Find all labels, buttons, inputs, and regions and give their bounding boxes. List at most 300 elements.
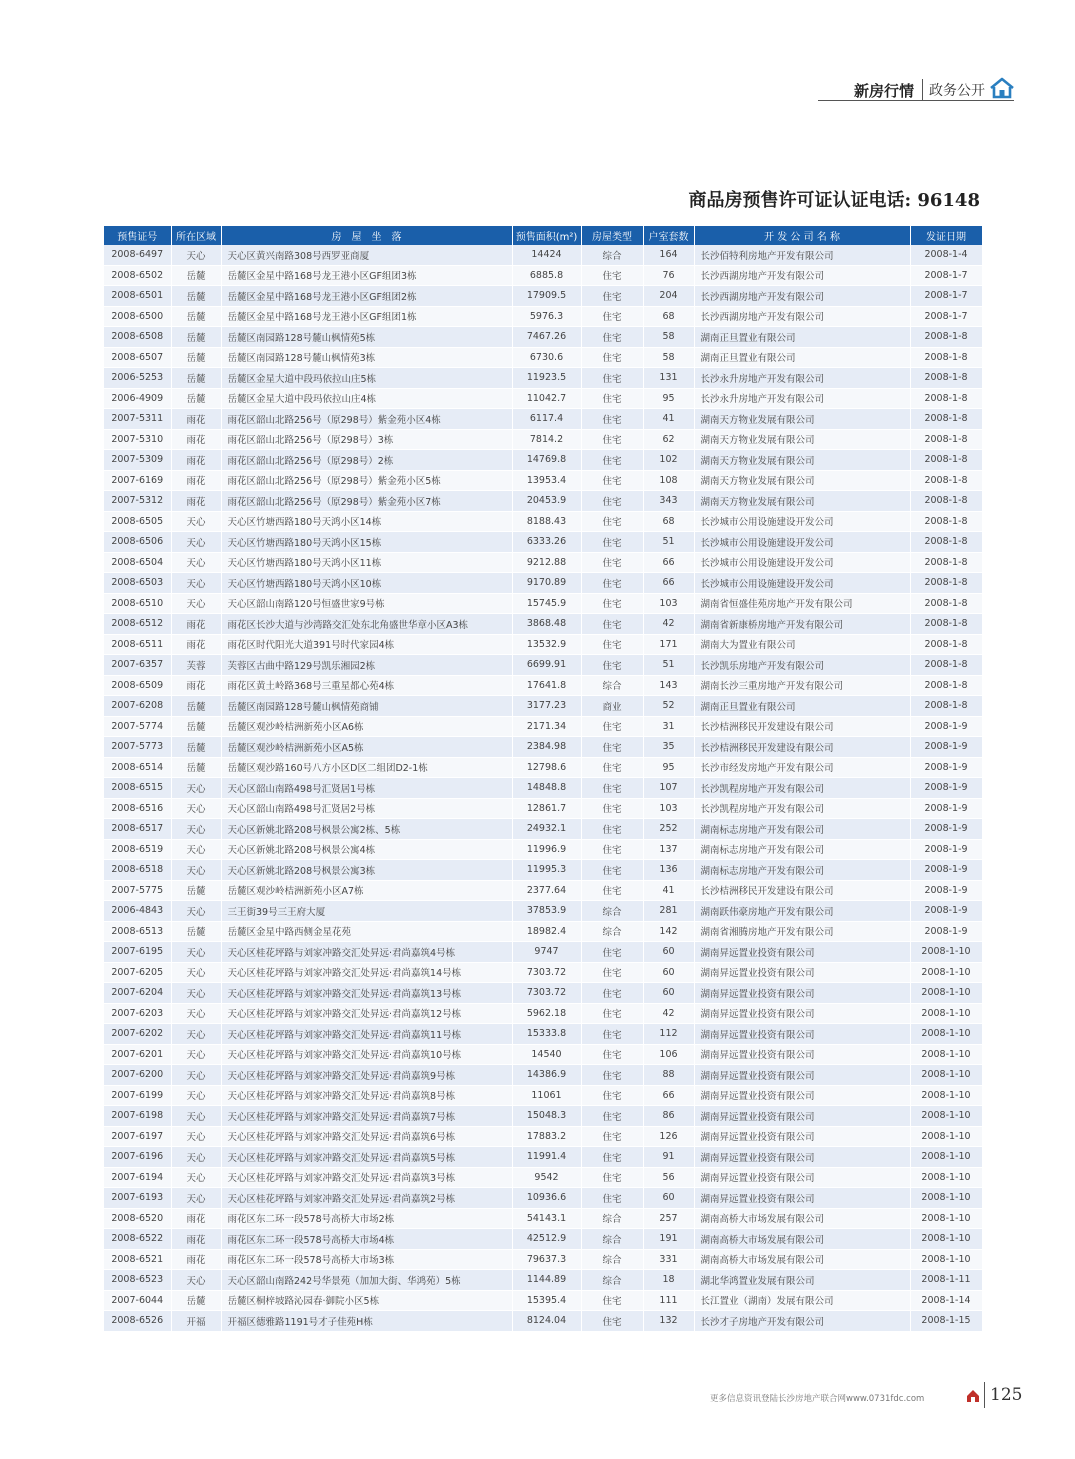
table-row xyxy=(104,1106,982,1127)
table-row xyxy=(104,962,982,983)
cell-permit-number: 2008-6515 xyxy=(104,778,171,799)
cell-developer: 湖南昇远置业投资有限公司 xyxy=(694,1003,910,1024)
cell-address: 天心区韶山南路498号汇贤居2号栋 xyxy=(221,798,512,819)
footer-website-text: 更多信息资讯登陆长沙房地产联合网www.0731fdc.com xyxy=(710,1394,925,1404)
cell-type: 住宅 xyxy=(581,1147,643,1168)
cell-units: 60 xyxy=(643,962,694,983)
cell-area: 6699.91 xyxy=(512,655,581,676)
cell-area: 14386.9 xyxy=(512,1065,581,1086)
cell-units: 66 xyxy=(643,1085,694,1106)
cell-district: 岳麓 xyxy=(171,1290,221,1311)
house-logo-icon xyxy=(966,1388,980,1402)
table-row xyxy=(104,634,982,655)
cell-type: 住宅 xyxy=(581,593,643,614)
cell-area: 5962.18 xyxy=(512,1003,581,1024)
cell-type: 住宅 xyxy=(581,737,643,758)
cell-developer: 长沙凯程房地产开发有限公司 xyxy=(694,778,910,799)
cell-developer: 长沙城市公用设施建设开发公司 xyxy=(694,532,910,553)
cell-units: 52 xyxy=(643,696,694,717)
cell-units: 18 xyxy=(643,1270,694,1291)
cell-issue-date: 2008-1-8 xyxy=(910,409,982,430)
cell-type: 住宅 xyxy=(581,573,643,594)
table-row xyxy=(104,347,982,368)
cell-permit-number: 2007-6195 xyxy=(104,942,171,963)
cell-issue-date: 2008-1-8 xyxy=(910,511,982,532)
table-row xyxy=(104,1126,982,1147)
cell-district: 岳麓 xyxy=(171,880,221,901)
cell-issue-date: 2008-1-10 xyxy=(910,1229,982,1250)
table-row xyxy=(104,409,982,430)
cell-developer: 湖南正旦置业有限公司 xyxy=(694,696,910,717)
cell-issue-date: 2008-1-8 xyxy=(910,675,982,696)
cell-type: 住宅 xyxy=(581,942,643,963)
cell-address: 天心区竹塘西路180号天鸿小区11栋 xyxy=(221,552,512,573)
cell-type: 住宅 xyxy=(581,286,643,307)
cell-permit-number: 2008-6522 xyxy=(104,1229,171,1250)
cell-developer: 长沙桔洲移民开发建设有限公司 xyxy=(694,737,910,758)
cell-issue-date: 2008-1-9 xyxy=(910,839,982,860)
cell-issue-date: 2008-1-4 xyxy=(910,245,982,265)
table-row xyxy=(104,880,982,901)
cell-issue-date: 2008-1-10 xyxy=(910,1003,982,1024)
cell-permit-number: 2008-6503 xyxy=(104,573,171,594)
cell-units: 66 xyxy=(643,573,694,594)
cell-area: 7467.26 xyxy=(512,327,581,348)
cell-address: 雨花区韶山北路256号（原298号）紫金苑小区7栋 xyxy=(221,491,512,512)
header-divider xyxy=(922,79,923,101)
cell-developer: 长沙西湖房地产开发有限公司 xyxy=(694,306,910,327)
cell-district: 天心 xyxy=(171,942,221,963)
cell-permit-number: 2007-6044 xyxy=(104,1290,171,1311)
cell-district: 天心 xyxy=(171,511,221,532)
cell-district: 雨花 xyxy=(171,1249,221,1270)
cell-address: 岳麓区观沙岭桔洲新苑小区A5栋 xyxy=(221,737,512,758)
cell-area: 24932.1 xyxy=(512,819,581,840)
cell-developer: 湖南省恒盛佳苑房地产开发有限公司 xyxy=(694,593,910,614)
cell-type: 综合 xyxy=(581,1270,643,1291)
cell-address: 雨花区东二环一段578号高桥大市场3栋 xyxy=(221,1249,512,1270)
cell-developer: 长沙西湖房地产开发有限公司 xyxy=(694,265,910,286)
cell-area: 3868.48 xyxy=(512,614,581,635)
cell-issue-date: 2008-1-8 xyxy=(910,634,982,655)
table-row xyxy=(104,983,982,1004)
cell-permit-number: 2007-6202 xyxy=(104,1024,171,1045)
cell-area: 54143.1 xyxy=(512,1208,581,1229)
cell-area: 9747 xyxy=(512,942,581,963)
cell-units: 60 xyxy=(643,1188,694,1209)
cell-issue-date: 2008-1-11 xyxy=(910,1270,982,1291)
cell-permit-number: 2008-6507 xyxy=(104,347,171,368)
cell-type: 综合 xyxy=(581,921,643,942)
table-row xyxy=(104,552,982,573)
table-row xyxy=(104,696,982,717)
table-row xyxy=(104,388,982,409)
cell-type: 住宅 xyxy=(581,368,643,389)
cell-address: 岳麓区金星大道中段玛依拉山庄4栋 xyxy=(221,388,512,409)
cell-type: 住宅 xyxy=(581,532,643,553)
cell-area: 15333.8 xyxy=(512,1024,581,1045)
table-row xyxy=(104,1208,982,1229)
page-title: 商品房预售许可证认证电话: 96148 xyxy=(688,190,980,211)
cell-permit-number: 2008-6526 xyxy=(104,1311,171,1332)
cell-developer: 长沙城市公用设施建设开发公司 xyxy=(694,573,910,594)
table-row xyxy=(104,265,982,286)
cell-district: 天心 xyxy=(171,962,221,983)
table-row xyxy=(104,778,982,799)
cell-type: 住宅 xyxy=(581,429,643,450)
cell-issue-date: 2008-1-10 xyxy=(910,1126,982,1147)
cell-district: 天心 xyxy=(171,901,221,922)
cell-developer: 长沙西湖房地产开发有限公司 xyxy=(694,286,910,307)
cell-permit-number: 2007-6196 xyxy=(104,1147,171,1168)
table-row xyxy=(104,491,982,512)
cell-district: 雨花 xyxy=(171,614,221,635)
cell-units: 164 xyxy=(643,245,694,265)
cell-district: 天心 xyxy=(171,1044,221,1065)
cell-type: 住宅 xyxy=(581,860,643,881)
cell-type: 商业 xyxy=(581,696,643,717)
cell-developer: 湖南天方物业发展有限公司 xyxy=(694,470,910,491)
cell-address: 天心区韶山南路498号汇贤居1号栋 xyxy=(221,778,512,799)
cell-address: 天心区桂花坪路与刘家冲路交汇处昇远·君尚嘉筑9号栋 xyxy=(221,1065,512,1086)
table-row xyxy=(104,757,982,778)
cell-developer: 长沙城市公用设施建设开发公司 xyxy=(694,511,910,532)
cell-issue-date: 2008-1-10 xyxy=(910,1044,982,1065)
cell-units: 42 xyxy=(643,614,694,635)
cell-address: 天心区桂花坪路与刘家冲路交汇处昇远·君尚嘉筑8号栋 xyxy=(221,1085,512,1106)
cell-units: 41 xyxy=(643,880,694,901)
table-row xyxy=(104,716,982,737)
cell-developer: 湖南天方物业发展有限公司 xyxy=(694,491,910,512)
cell-permit-number: 2008-6520 xyxy=(104,1208,171,1229)
cell-district: 岳麓 xyxy=(171,347,221,368)
cell-type: 住宅 xyxy=(581,798,643,819)
cell-area: 9212.88 xyxy=(512,552,581,573)
header-underline xyxy=(818,100,1014,101)
cell-issue-date: 2008-1-9 xyxy=(910,716,982,737)
cell-area: 5976.3 xyxy=(512,306,581,327)
table-row xyxy=(104,1249,982,1270)
cell-permit-number: 2007-5774 xyxy=(104,716,171,737)
cell-area: 6730.6 xyxy=(512,347,581,368)
cell-issue-date: 2008-1-9 xyxy=(910,798,982,819)
cell-district: 天心 xyxy=(171,798,221,819)
cell-developer: 湖南昇远置业投资有限公司 xyxy=(694,1147,910,1168)
cell-permit-number: 2007-6201 xyxy=(104,1044,171,1065)
cell-developer: 湖南标志房地产开发有限公司 xyxy=(694,860,910,881)
cell-address: 岳麓区观沙路160号八方小区D区二组团D2-1栋 xyxy=(221,757,512,778)
cell-units: 132 xyxy=(643,1311,694,1332)
cell-units: 108 xyxy=(643,470,694,491)
cell-district: 雨花 xyxy=(171,675,221,696)
cell-address: 岳麓区金星中路168号龙王港小区GF组团1栋 xyxy=(221,306,512,327)
cell-developer: 湖南昇远置业投资有限公司 xyxy=(694,983,910,1004)
cell-district: 雨花 xyxy=(171,634,221,655)
cell-permit-number: 2006-5253 xyxy=(104,368,171,389)
cell-developer: 湖南高桥大市场发展有限公司 xyxy=(694,1208,910,1229)
cell-issue-date: 2008-1-9 xyxy=(910,860,982,881)
cell-units: 103 xyxy=(643,798,694,819)
cell-issue-date: 2008-1-10 xyxy=(910,1208,982,1229)
cell-permit-number: 2007-5309 xyxy=(104,450,171,471)
cell-developer: 长沙永升房地产开发有限公司 xyxy=(694,368,910,389)
table-row xyxy=(104,286,982,307)
cell-address: 天心区桂花坪路与刘家冲路交汇处昇远·君尚嘉筑13号栋 xyxy=(221,983,512,1004)
cell-developer: 湖南天方物业发展有限公司 xyxy=(694,450,910,471)
cell-type: 住宅 xyxy=(581,716,643,737)
table-row xyxy=(104,1290,982,1311)
cell-developer: 长沙桔洲移民开发建设有限公司 xyxy=(694,880,910,901)
cell-address: 雨花区韶山北路256号（原298号）3栋 xyxy=(221,429,512,450)
cell-developer: 湖南昇远置业投资有限公司 xyxy=(694,1085,910,1106)
cell-district: 岳麓 xyxy=(171,265,221,286)
cell-permit-number: 2006-4909 xyxy=(104,388,171,409)
cell-issue-date: 2008-1-8 xyxy=(910,388,982,409)
cell-units: 281 xyxy=(643,901,694,922)
cell-address: 天心区桂花坪路与刘家冲路交汇处昇远·君尚嘉筑7号栋 xyxy=(221,1106,512,1127)
cell-area: 18982.4 xyxy=(512,921,581,942)
cell-permit-number: 2008-6510 xyxy=(104,593,171,614)
cell-units: 331 xyxy=(643,1249,694,1270)
cell-type: 住宅 xyxy=(581,552,643,573)
cell-developer: 湖南天方物业发展有限公司 xyxy=(694,409,910,430)
cell-units: 136 xyxy=(643,860,694,881)
cell-district: 天心 xyxy=(171,1270,221,1291)
cell-developer: 湖南昇远置业投资有限公司 xyxy=(694,1106,910,1127)
cell-permit-number: 2007-5773 xyxy=(104,737,171,758)
table-body xyxy=(104,245,982,1331)
table-row xyxy=(104,429,982,450)
cell-address: 芙蓉区古曲中路129号凯乐湘园2栋 xyxy=(221,655,512,676)
cell-district: 岳麓 xyxy=(171,368,221,389)
cell-type: 住宅 xyxy=(581,327,643,348)
cell-district: 岳麓 xyxy=(171,327,221,348)
cell-units: 88 xyxy=(643,1065,694,1086)
cell-district: 天心 xyxy=(171,552,221,573)
cell-units: 66 xyxy=(643,552,694,573)
cell-developer: 长沙佰特利房地产开发有限公司 xyxy=(694,245,910,265)
cell-address: 天心区桂花坪路与刘家冲路交汇处昇远·君尚嘉筑14号栋 xyxy=(221,962,512,983)
page-number: 125 xyxy=(990,1385,1023,1405)
cell-issue-date: 2008-1-15 xyxy=(910,1311,982,1332)
cell-permit-number: 2008-6501 xyxy=(104,286,171,307)
cell-permit-number: 2007-6169 xyxy=(104,470,171,491)
table-row xyxy=(104,1270,982,1291)
table-row xyxy=(104,327,982,348)
cell-developer: 湖南正旦置业有限公司 xyxy=(694,327,910,348)
cell-units: 106 xyxy=(643,1044,694,1065)
cell-issue-date: 2008-1-10 xyxy=(910,942,982,963)
cell-area: 7303.72 xyxy=(512,962,581,983)
cell-issue-date: 2008-1-10 xyxy=(910,962,982,983)
col-type: 房屋类型 xyxy=(581,226,643,245)
cell-district: 天心 xyxy=(171,1106,221,1127)
cell-district: 天心 xyxy=(171,1167,221,1188)
cell-issue-date: 2008-1-9 xyxy=(910,819,982,840)
cell-units: 171 xyxy=(643,634,694,655)
table-row xyxy=(104,860,982,881)
cell-developer: 湖南标志房地产开发有限公司 xyxy=(694,819,910,840)
cell-developer: 湖南省湘腾房地产开发有限公司 xyxy=(694,921,910,942)
cell-district: 岳麓 xyxy=(171,388,221,409)
cell-issue-date: 2008-1-14 xyxy=(910,1290,982,1311)
cell-area: 7814.2 xyxy=(512,429,581,450)
cell-developer: 长沙凯程房地产开发有限公司 xyxy=(694,798,910,819)
cell-address: 雨花区韶山北路256号（原298号）2栋 xyxy=(221,450,512,471)
cell-area: 10936.6 xyxy=(512,1188,581,1209)
cell-area: 15395.4 xyxy=(512,1290,581,1311)
cell-units: 95 xyxy=(643,388,694,409)
cell-permit-number: 2008-6497 xyxy=(104,245,171,265)
cell-address: 天心区竹塘西路180号天鸿小区15栋 xyxy=(221,532,512,553)
section-title: 新房行情 xyxy=(853,81,914,100)
cell-units: 68 xyxy=(643,306,694,327)
cell-area: 11995.3 xyxy=(512,860,581,881)
cell-type: 住宅 xyxy=(581,347,643,368)
cell-address: 天心区韶山南路242号华景苑（加加大街、华鸿苑）5栋 xyxy=(221,1270,512,1291)
cell-issue-date: 2008-1-8 xyxy=(910,573,982,594)
cell-developer: 湖南天方物业发展有限公司 xyxy=(694,429,910,450)
cell-address: 岳麓区观沙岭桔洲新苑小区A6栋 xyxy=(221,716,512,737)
cell-area: 11996.9 xyxy=(512,839,581,860)
cell-developer: 湖南昇远置业投资有限公司 xyxy=(694,1065,910,1086)
cell-type: 住宅 xyxy=(581,1024,643,1045)
cell-area: 14848.8 xyxy=(512,778,581,799)
cell-area: 14540 xyxy=(512,1044,581,1065)
cell-developer: 湖南昇远置业投资有限公司 xyxy=(694,1167,910,1188)
cell-area: 12798.6 xyxy=(512,757,581,778)
cell-permit-number: 2007-5311 xyxy=(104,409,171,430)
col-permit-number: 预售证号 xyxy=(104,226,171,245)
cell-permit-number: 2008-6518 xyxy=(104,860,171,881)
cell-issue-date: 2008-1-8 xyxy=(910,532,982,553)
cell-address: 天心区竹塘西路180号天鸿小区14栋 xyxy=(221,511,512,532)
cell-district: 天心 xyxy=(171,1188,221,1209)
cell-area: 8124.04 xyxy=(512,1311,581,1332)
table-row xyxy=(104,655,982,676)
cell-permit-number: 2008-6519 xyxy=(104,839,171,860)
table-row xyxy=(104,737,982,758)
cell-area: 11061 xyxy=(512,1085,581,1106)
table-row xyxy=(104,1003,982,1024)
cell-developer: 湖南高桥大市场发展有限公司 xyxy=(694,1249,910,1270)
cell-area: 14424 xyxy=(512,245,581,265)
cell-address: 天心区新姚北路208号枫景公寓2栋、5栋 xyxy=(221,819,512,840)
cell-address: 天心区桂花坪路与刘家冲路交汇处昇远·君尚嘉筑11号栋 xyxy=(221,1024,512,1045)
cell-area: 9170.89 xyxy=(512,573,581,594)
cell-developer: 湖南正旦置业有限公司 xyxy=(694,347,910,368)
cell-type: 住宅 xyxy=(581,614,643,635)
cell-address: 天心区桂花坪路与刘家冲路交汇处昇远·君尚嘉筑10号栋 xyxy=(221,1044,512,1065)
cell-area: 13953.4 xyxy=(512,470,581,491)
cell-type: 住宅 xyxy=(581,778,643,799)
cell-issue-date: 2008-1-8 xyxy=(910,491,982,512)
table-row xyxy=(104,1024,982,1045)
cell-type: 综合 xyxy=(581,1229,643,1250)
cell-issue-date: 2008-1-8 xyxy=(910,655,982,676)
cell-permit-number: 2008-6508 xyxy=(104,327,171,348)
cell-area: 2377.64 xyxy=(512,880,581,901)
table-row xyxy=(104,1167,982,1188)
cell-permit-number: 2007-6200 xyxy=(104,1065,171,1086)
cell-units: 131 xyxy=(643,368,694,389)
cell-type: 综合 xyxy=(581,675,643,696)
cell-type: 住宅 xyxy=(581,265,643,286)
cell-address: 岳麓区观沙岭桔洲新苑小区A7栋 xyxy=(221,880,512,901)
cell-units: 142 xyxy=(643,921,694,942)
cell-district: 雨花 xyxy=(171,429,221,450)
cell-units: 56 xyxy=(643,1167,694,1188)
footer-divider xyxy=(984,1382,985,1408)
cell-area: 3177.23 xyxy=(512,696,581,717)
cell-district: 天心 xyxy=(171,1003,221,1024)
cell-developer: 湖南省新康桥房地产开发有限公司 xyxy=(694,614,910,635)
cell-type: 住宅 xyxy=(581,306,643,327)
cell-developer: 湖南昇远置业投资有限公司 xyxy=(694,962,910,983)
cell-units: 51 xyxy=(643,532,694,553)
cell-developer: 长沙市经发房地产开发有限公司 xyxy=(694,757,910,778)
cell-district: 天心 xyxy=(171,573,221,594)
cell-district: 天心 xyxy=(171,778,221,799)
cell-area: 14769.8 xyxy=(512,450,581,471)
table-row xyxy=(104,470,982,491)
cell-permit-number: 2008-6505 xyxy=(104,511,171,532)
cell-issue-date: 2008-1-7 xyxy=(910,265,982,286)
cell-type: 综合 xyxy=(581,1249,643,1270)
table-row xyxy=(104,1188,982,1209)
cell-area: 15745.9 xyxy=(512,593,581,614)
cell-units: 103 xyxy=(643,593,694,614)
cell-type: 综合 xyxy=(581,1208,643,1229)
cell-type: 住宅 xyxy=(581,1044,643,1065)
cell-type: 住宅 xyxy=(581,1290,643,1311)
cell-developer: 长沙才子房地产开发有限公司 xyxy=(694,1311,910,1332)
cell-developer: 湖南长沙三重房地产开发有限公司 xyxy=(694,675,910,696)
cell-area: 37853.9 xyxy=(512,901,581,922)
cell-type: 住宅 xyxy=(581,983,643,1004)
cell-address: 天心区新姚北路208号枫景公寓3栋 xyxy=(221,860,512,881)
cell-area: 12861.7 xyxy=(512,798,581,819)
cell-issue-date: 2008-1-9 xyxy=(910,757,982,778)
table-row xyxy=(104,532,982,553)
cell-type: 住宅 xyxy=(581,491,643,512)
cell-address: 天心区桂花坪路与刘家冲路交汇处昇远·君尚嘉筑6号栋 xyxy=(221,1126,512,1147)
page-header xyxy=(854,78,1015,102)
cell-developer: 湖南昇远置业投资有限公司 xyxy=(694,1024,910,1045)
cell-district: 岳麓 xyxy=(171,696,221,717)
cell-developer: 湖南标志房地产开发有限公司 xyxy=(694,839,910,860)
table-row xyxy=(104,511,982,532)
presale-permit-table xyxy=(104,226,983,1332)
cell-area: 79637.3 xyxy=(512,1249,581,1270)
cell-units: 91 xyxy=(643,1147,694,1168)
table-row xyxy=(104,1044,982,1065)
cell-district: 天心 xyxy=(171,1024,221,1045)
cell-developer: 长沙永升房地产开发有限公司 xyxy=(694,388,910,409)
cell-district: 雨花 xyxy=(171,470,221,491)
cell-permit-number: 2008-6521 xyxy=(104,1249,171,1270)
col-area: 预售面积(m²) xyxy=(512,226,581,245)
table-row xyxy=(104,901,982,922)
cell-district: 岳麓 xyxy=(171,306,221,327)
cell-type: 综合 xyxy=(581,245,643,265)
cell-permit-number: 2007-6208 xyxy=(104,696,171,717)
cell-issue-date: 2008-1-8 xyxy=(910,368,982,389)
cell-units: 51 xyxy=(643,655,694,676)
cell-permit-number: 2007-5775 xyxy=(104,880,171,901)
cell-district: 岳麓 xyxy=(171,737,221,758)
cell-units: 68 xyxy=(643,511,694,532)
